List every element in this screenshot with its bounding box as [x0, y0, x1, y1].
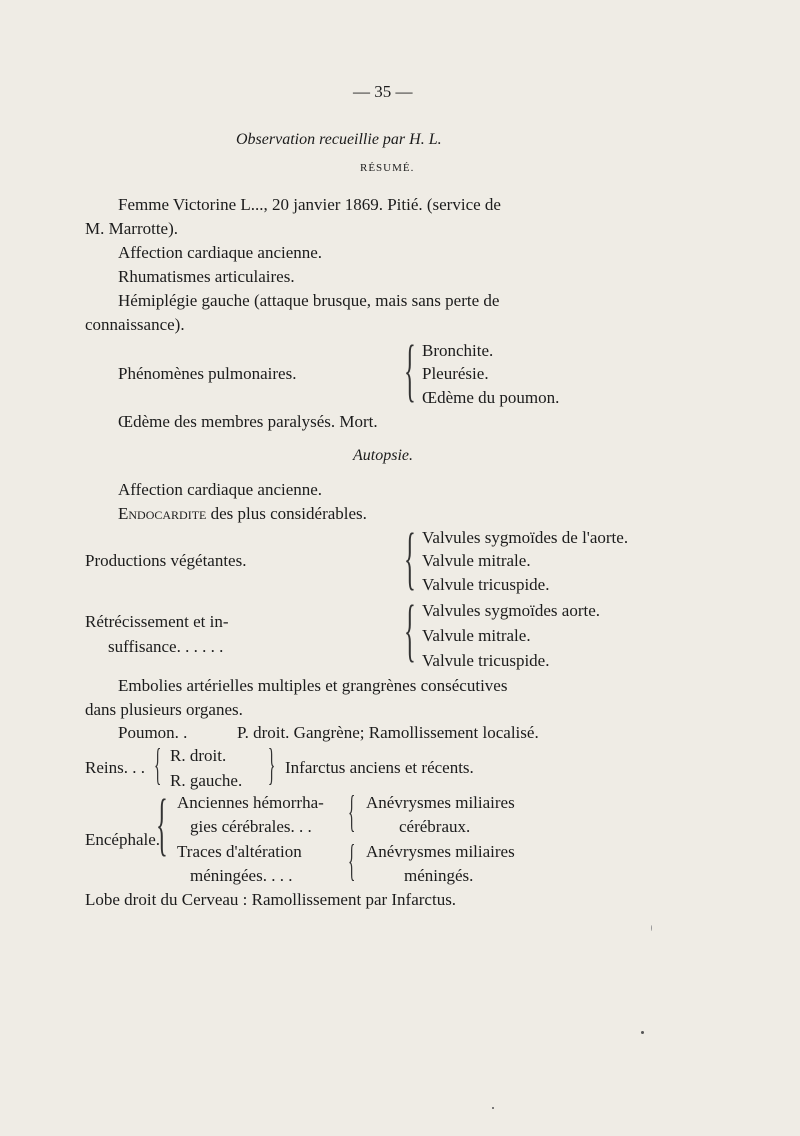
brace-icon: {: [154, 740, 162, 789]
productions-label: Productions végétantes.: [85, 551, 247, 570]
poumon-label: Poumon. .: [118, 723, 188, 742]
retrecissement-item: Valvule tricuspide.: [422, 651, 550, 670]
pulmonary-label: Phénomènes pulmonaires.: [118, 364, 297, 383]
autopsy-line: Affection cardiaque ancienne.: [118, 480, 323, 499]
brace-icon: {: [348, 787, 356, 836]
brace-icon: {: [404, 520, 416, 597]
brace-icon: {: [348, 836, 356, 885]
encephale-left: Anciennes hémorrha-: [177, 793, 324, 812]
pulmonary-item: Pleurésie.: [422, 364, 489, 383]
reins-result: Infarctus anciens et récents.: [285, 758, 474, 777]
retrecissement-item: Valvules sygmoïdes aorte.: [422, 601, 600, 620]
encephale-right: Anévrysmes miliaires: [366, 793, 515, 812]
productions-item: Valvules sygmoïdes de l'aorte.: [422, 528, 629, 547]
speck-mark: [651, 925, 652, 931]
page-number: — 35 —: [353, 82, 413, 101]
pulmonary-item: Œdème du poumon.: [422, 388, 560, 407]
oedema-line: Œdème des membres paralysés. Mort.: [118, 412, 378, 431]
embolies-line: dans plusieurs organes.: [85, 700, 243, 719]
poumon-text: P. droit. Gangrène; Ramollissement localisé.: [237, 723, 539, 742]
retrecissement-item: Valvule mitrale.: [422, 626, 531, 645]
reins-item: R. gauche.: [170, 771, 243, 790]
reins-label: Reins. . .: [85, 758, 145, 777]
endocardite-word: Endocardite: [118, 504, 207, 523]
autopsie-heading: Autopsie.: [353, 447, 413, 464]
reins-item: R. droit.: [170, 746, 227, 765]
retrecissement-label: Rétrécissement et in-: [85, 612, 229, 631]
summary-line: Affection cardiaque ancienne.: [118, 243, 323, 262]
embolies-line: Embolies artérielles multiples et grangrènes consécutives: [118, 676, 508, 695]
brace-icon: {: [404, 332, 416, 409]
speck-mark: [492, 1107, 494, 1109]
summary-line: Hémiplégie gauche (attaque brusque, mais sans perte de: [118, 291, 500, 310]
summary-line: connaissance).: [85, 315, 185, 334]
endocardite-rest: des plus considérables.: [206, 504, 367, 523]
brace-icon: {: [404, 592, 416, 669]
resume-heading: RÉSUMÉ.: [360, 162, 415, 174]
encephale-left: Traces d'altération: [177, 842, 302, 861]
encephale-right: Anévrysmes miliaires: [366, 842, 515, 861]
lobe-line: Lobe droit du Cerveau : Ramollissement par Infarctus.: [85, 890, 457, 909]
encephale-label: Encéphale.: [85, 830, 161, 849]
summary-line: M. Marrotte).: [85, 219, 179, 238]
encephale-right: méningés.: [404, 866, 474, 885]
speck-mark: [641, 1031, 644, 1034]
summary-line: Rhumatismes articulaires.: [118, 267, 295, 286]
productions-item: Valvule tricuspide.: [422, 575, 550, 594]
endocardite-line: [118, 504, 367, 524]
encephale-right: cérébraux.: [399, 817, 471, 836]
encephale-left: gies cérébrales. . .: [190, 817, 312, 836]
retrecissement-label: suffisance. . . . . .: [108, 637, 224, 656]
brace-icon: {: [156, 786, 168, 863]
summary-line: Femme Victorine L..., 20 janvier 1869. Pitié. (service de: [118, 195, 501, 214]
encephale-left: méningées. . . .: [190, 866, 293, 885]
productions-item: Valvule mitrale.: [422, 551, 531, 570]
brace-icon: {: [267, 740, 276, 789]
pulmonary-item: Bronchite.: [422, 341, 494, 360]
observation-title: Observation recueillie par H. L.: [236, 131, 442, 148]
